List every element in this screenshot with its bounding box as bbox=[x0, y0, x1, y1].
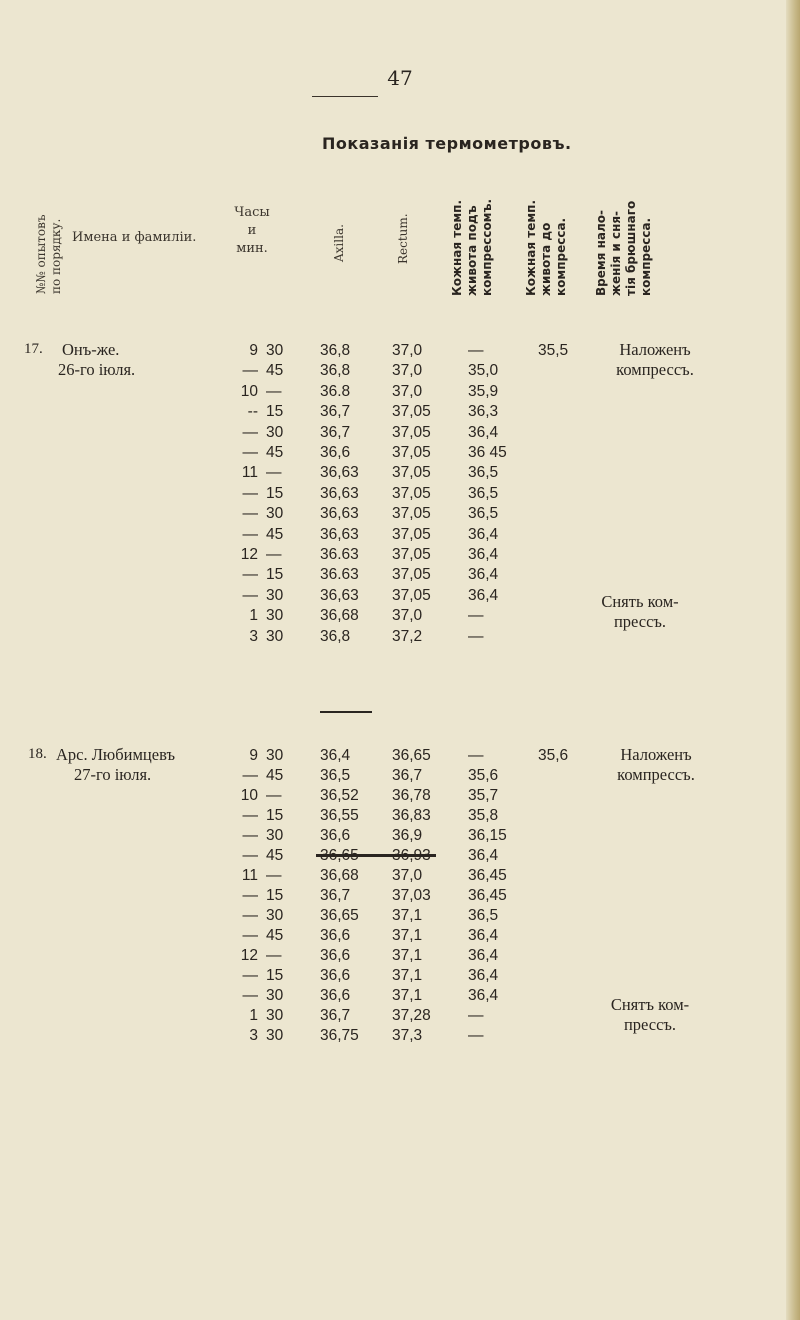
header-exp-no: №№ опытовъ по порядку. bbox=[34, 214, 63, 294]
axilla-temp: 36,6 bbox=[320, 444, 351, 461]
rectum-temp: 37,0 bbox=[392, 867, 423, 884]
table-row bbox=[0, 966, 800, 986]
rectum-temp: 36,65 bbox=[392, 747, 431, 764]
skin-temp-under-compress: 36,4 bbox=[468, 525, 499, 543]
rectum-temp: 36,9 bbox=[392, 827, 423, 844]
axilla-temp: 36,65 bbox=[320, 847, 359, 864]
time-hour: — bbox=[242, 525, 258, 543]
rectum-temp: 37,3 bbox=[392, 1027, 423, 1044]
time-hour: — bbox=[242, 987, 258, 1004]
time-hour: 12 bbox=[240, 947, 258, 964]
skin-temp-under-compress: 36,4 bbox=[468, 987, 499, 1004]
rectum-temp: 37,0 bbox=[392, 607, 423, 625]
axilla-temp: 36,8 bbox=[320, 362, 351, 380]
time-minute: 45 bbox=[266, 444, 284, 461]
skin-temp-under-compress: — bbox=[468, 747, 484, 764]
rectum-temp: 37,05 bbox=[392, 403, 431, 421]
table-row bbox=[0, 361, 800, 381]
time-minute: 45 bbox=[266, 525, 284, 543]
note-compress-removed: Снять ком- прессъ. bbox=[601, 592, 679, 631]
table-row bbox=[0, 341, 800, 361]
skin-temp-under-compress: 36,4 bbox=[468, 967, 499, 984]
skin-temp-under-compress: 36,45 bbox=[468, 867, 507, 884]
skin-temp-under-compress: 36,4 bbox=[468, 927, 499, 944]
time-minute: 15 bbox=[266, 807, 284, 824]
time-minute: 30 bbox=[266, 586, 284, 604]
experiment-name: Онъ-же. bbox=[62, 340, 120, 359]
time-hour: 10 bbox=[240, 787, 258, 804]
table-row bbox=[0, 525, 800, 545]
table-row bbox=[0, 463, 800, 483]
table-row bbox=[0, 1026, 800, 1046]
time-minute: 15 bbox=[266, 403, 284, 421]
axilla-temp: 36,8 bbox=[320, 342, 351, 359]
table-row bbox=[0, 946, 800, 966]
header-name: Имена и фамиліи. bbox=[72, 230, 197, 245]
axilla-temp: 36,63 bbox=[320, 505, 359, 523]
table-row bbox=[0, 423, 800, 443]
skin-temp-under-compress: 36,5 bbox=[468, 505, 499, 523]
rectum-temp: 37,1 bbox=[392, 947, 423, 964]
time-hour: — bbox=[242, 505, 258, 523]
time-minute: 15 bbox=[266, 967, 284, 984]
rectum-temp: 36,83 bbox=[392, 807, 431, 824]
time-hour: 1 bbox=[249, 1007, 258, 1024]
time-hour: — bbox=[242, 847, 258, 864]
rectum-temp: 37,2 bbox=[392, 627, 423, 645]
rectum-temp: 37,05 bbox=[392, 464, 431, 482]
table-row bbox=[0, 926, 800, 946]
time-minute: 45 bbox=[266, 847, 284, 864]
note-compress-removed: Снятъ ком- прессъ. bbox=[610, 995, 690, 1034]
header-time: Часы и мин. bbox=[234, 205, 270, 256]
time-minute: 30 bbox=[266, 907, 284, 924]
time-hour: — bbox=[242, 484, 258, 502]
time-hour: — bbox=[242, 586, 258, 604]
table-row bbox=[0, 545, 800, 565]
skin-temp-under-compress: 36,4 bbox=[468, 566, 499, 584]
time-hour: — bbox=[242, 444, 258, 461]
rectum-temp: 36,7 bbox=[392, 767, 423, 784]
time-minute: 45 bbox=[266, 927, 284, 944]
rectum-temp: 37,0 bbox=[392, 342, 423, 359]
time-minute: 15 bbox=[266, 887, 284, 904]
rectum-temp: 37,05 bbox=[392, 484, 431, 502]
time-minute: 30 bbox=[266, 987, 284, 1004]
axilla-temp: 36,63 bbox=[320, 586, 359, 604]
skin-temp-under-compress: 36,15 bbox=[468, 827, 507, 844]
skin-temp-under-compress: 36,4 bbox=[468, 847, 499, 864]
axilla-temp: 36,6 bbox=[320, 967, 351, 984]
table-row bbox=[0, 484, 800, 504]
experiment-number: 17. bbox=[24, 341, 43, 357]
time-hour: — bbox=[242, 907, 258, 924]
table-row bbox=[0, 586, 800, 606]
header-skin-before: Кожная темп. живота до компресса. bbox=[524, 199, 568, 296]
rectum-temp: 37,05 bbox=[392, 546, 431, 563]
rectum-temp: 37,05 bbox=[392, 423, 431, 441]
time-hour: 10 bbox=[240, 382, 258, 400]
rectum-temp: 37,1 bbox=[392, 907, 423, 924]
axilla-temp: 36.8 bbox=[320, 382, 351, 400]
time-hour: — bbox=[242, 362, 258, 380]
time-minute: — bbox=[266, 546, 282, 563]
axilla-temp: 36,6 bbox=[320, 987, 351, 1004]
skin-temp-under-compress: 36,4 bbox=[468, 423, 499, 441]
time-hour: — bbox=[242, 827, 258, 844]
experiment-date: 27-го іюля. bbox=[74, 765, 152, 784]
time-minute: 30 bbox=[266, 747, 284, 764]
time-minute: 15 bbox=[266, 484, 284, 502]
header-application-time: Время нало- женія и сня- тія брюшнаго компресса. bbox=[594, 200, 653, 296]
skin-temp-under-compress: 36,45 bbox=[468, 887, 507, 904]
header-axilla: Axilla. bbox=[332, 224, 346, 262]
table-row bbox=[0, 565, 800, 585]
skin-temp-under-compress: 36,4 bbox=[468, 546, 499, 563]
skin-temp-under-compress: 36,3 bbox=[468, 403, 499, 421]
time-hour: 12 bbox=[240, 546, 258, 563]
page-number: 47 bbox=[387, 66, 413, 90]
axilla-temp: 36,7 bbox=[320, 1007, 351, 1024]
axilla-temp: 36,65 bbox=[320, 907, 359, 924]
table-title: Показанія термометровъ. bbox=[322, 134, 572, 153]
axilla-temp: 36,63 bbox=[320, 484, 359, 502]
table-row bbox=[0, 1006, 800, 1026]
table-row bbox=[0, 504, 800, 524]
page-number-rule bbox=[312, 96, 378, 97]
experiment-date: 26-го іюля. bbox=[58, 360, 136, 379]
table-row bbox=[0, 986, 800, 1006]
time-hour: — bbox=[242, 927, 258, 944]
axilla-temp: 36,63 bbox=[320, 464, 359, 482]
axilla-temp: 36,5 bbox=[320, 767, 351, 784]
axilla-temp: 36,63 bbox=[320, 525, 359, 543]
time-minute: 30 bbox=[266, 423, 284, 441]
time-minute: 30 bbox=[266, 505, 284, 523]
rectum-temp: 36,93 bbox=[392, 847, 431, 864]
axilla-temp: 36,6 bbox=[320, 947, 351, 964]
axilla-temp: 36,4 bbox=[320, 747, 351, 764]
rectum-temp: 37,03 bbox=[392, 887, 431, 904]
rectum-temp: 37,05 bbox=[392, 525, 431, 543]
time-minute: 30 bbox=[266, 627, 284, 645]
time-hour: 9 bbox=[249, 747, 258, 764]
table-row bbox=[0, 786, 800, 806]
rectum-temp: 37,0 bbox=[392, 362, 423, 380]
table-row bbox=[0, 886, 800, 906]
time-minute: 15 bbox=[266, 566, 284, 584]
axilla-temp: 36,7 bbox=[320, 887, 351, 904]
rectum-temp: 37,1 bbox=[392, 987, 423, 1004]
time-minute: 30 bbox=[266, 1007, 284, 1024]
experiment-number: 18. bbox=[28, 746, 47, 762]
rectum-temp: 36,78 bbox=[392, 787, 431, 804]
time-hour: 11 bbox=[241, 867, 258, 884]
table-row bbox=[0, 382, 800, 402]
rectum-temp: 37,05 bbox=[392, 505, 431, 523]
time-hour: — bbox=[242, 887, 258, 904]
header-skin-under: Кожная темп. живота подъ компрессомъ. bbox=[450, 198, 494, 296]
skin-temp-under-compress: 35,8 bbox=[468, 807, 499, 824]
axilla-temp: 36,55 bbox=[320, 807, 359, 824]
axilla-temp: 36,75 bbox=[320, 1027, 359, 1044]
time-minute: 30 bbox=[266, 827, 284, 844]
skin-temp-under-compress: — bbox=[468, 627, 484, 645]
header-rectum: Rectum. bbox=[396, 213, 410, 264]
skin-temp-under-compress: 36 45 bbox=[468, 444, 507, 461]
time-hour: 3 bbox=[249, 627, 258, 645]
table-row bbox=[0, 766, 800, 786]
rectum-temp: 37,05 bbox=[392, 566, 431, 584]
axilla-temp: 36,7 bbox=[320, 423, 351, 441]
experiment-name: Арс. Любимцевъ bbox=[56, 745, 175, 764]
time-minute: 45 bbox=[266, 362, 284, 380]
time-hour: 11 bbox=[241, 464, 258, 482]
time-minute: — bbox=[266, 464, 282, 482]
rectum-temp: 37,28 bbox=[392, 1007, 431, 1024]
axilla-temp: 36,8 bbox=[320, 627, 351, 645]
skin-temp-under-compress: 36,4 bbox=[468, 947, 499, 964]
skin-temp-under-compress: — bbox=[468, 607, 484, 625]
skin-temp-under-compress: 36,5 bbox=[468, 484, 499, 502]
rectum-temp: 37,0 bbox=[392, 382, 423, 400]
axilla-temp: 36,7 bbox=[320, 403, 351, 421]
skin-temp-under-compress: 35,0 bbox=[468, 362, 499, 380]
skin-temp-before-compress: 35,5 bbox=[538, 342, 569, 359]
time-hour: -- bbox=[247, 403, 258, 421]
table-row bbox=[0, 866, 800, 886]
skin-temp-under-compress: 35,9 bbox=[468, 382, 499, 400]
time-hour: — bbox=[242, 423, 258, 441]
time-minute: — bbox=[266, 947, 282, 964]
time-minute: — bbox=[266, 382, 282, 400]
rectum-temp: 37,05 bbox=[392, 586, 431, 604]
table-row bbox=[0, 826, 800, 846]
rectum-temp: 37,05 bbox=[392, 444, 431, 461]
axilla-temp: 36,68 bbox=[320, 867, 359, 884]
axilla-temp: 36,52 bbox=[320, 787, 359, 804]
skin-temp-under-compress: — bbox=[468, 1007, 484, 1024]
skin-temp-under-compress: 36,4 bbox=[468, 586, 499, 604]
skin-temp-before-compress: 35,6 bbox=[538, 747, 569, 764]
time-hour: — bbox=[242, 967, 258, 984]
table-row bbox=[0, 606, 800, 626]
axilla-temp: 36,6 bbox=[320, 827, 351, 844]
rectum-temp: 37,1 bbox=[392, 927, 423, 944]
skin-temp-under-compress: 36,5 bbox=[468, 907, 499, 924]
time-hour: 9 bbox=[249, 342, 258, 359]
note-compress-applied: Наложенъ компрессъ. bbox=[617, 745, 695, 784]
time-minute: — bbox=[266, 787, 282, 804]
time-minute: 30 bbox=[266, 607, 284, 625]
table-row bbox=[0, 402, 800, 422]
section-divider bbox=[316, 854, 436, 857]
table-row bbox=[0, 906, 800, 926]
skin-temp-under-compress: — bbox=[468, 1027, 484, 1044]
time-hour: 3 bbox=[249, 1027, 258, 1044]
axilla-temp: 36.63 bbox=[320, 546, 359, 563]
axilla-temp: 36,68 bbox=[320, 607, 359, 625]
time-minute: — bbox=[266, 867, 282, 884]
axilla-temp: 36,6 bbox=[320, 927, 351, 944]
section-divider bbox=[320, 711, 372, 713]
skin-temp-under-compress: 35,6 bbox=[468, 767, 499, 784]
time-hour: — bbox=[242, 807, 258, 824]
time-minute: 30 bbox=[266, 1027, 284, 1044]
time-hour: — bbox=[242, 566, 258, 584]
rectum-temp: 37,1 bbox=[392, 967, 423, 984]
note-compress-applied: Наложенъ компрессъ. bbox=[616, 340, 694, 379]
table-row bbox=[0, 746, 800, 766]
table-row bbox=[0, 627, 800, 647]
skin-temp-under-compress: 35,7 bbox=[468, 787, 499, 804]
time-minute: 45 bbox=[266, 767, 284, 784]
table-row bbox=[0, 806, 800, 826]
time-hour: — bbox=[242, 767, 258, 784]
skin-temp-under-compress: — bbox=[468, 342, 484, 359]
page-edge bbox=[786, 0, 800, 1320]
time-hour: 1 bbox=[249, 607, 258, 625]
skin-temp-under-compress: 36,5 bbox=[468, 464, 499, 482]
axilla-temp: 36.63 bbox=[320, 566, 359, 584]
time-minute: 30 bbox=[266, 342, 284, 359]
table-row bbox=[0, 443, 800, 463]
